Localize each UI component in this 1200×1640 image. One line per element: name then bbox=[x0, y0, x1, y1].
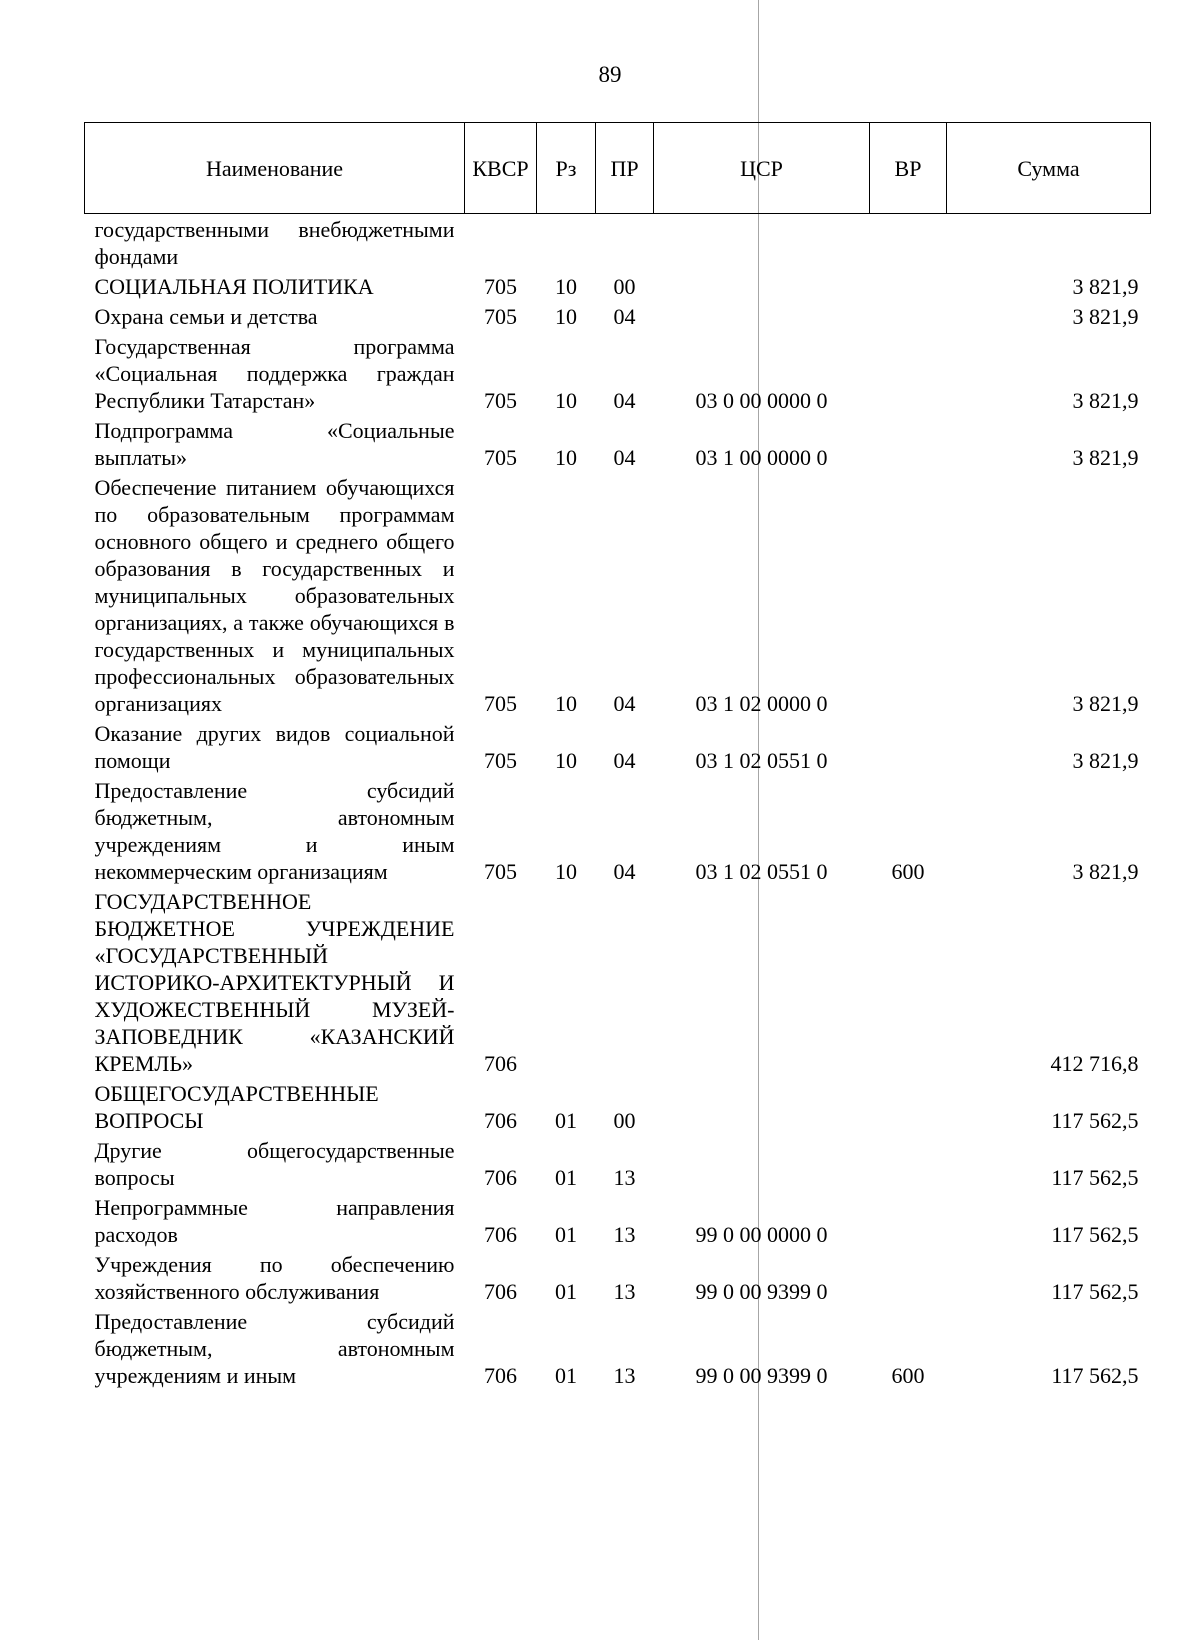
row-pr bbox=[596, 886, 654, 1078]
row-kvsr: 705 bbox=[484, 691, 517, 716]
row-name: Оказание других видов социальной помощи bbox=[94, 721, 455, 773]
row-csr bbox=[654, 214, 870, 272]
row-rz: 01 bbox=[555, 1222, 577, 1247]
row-sum: 3 821,9 bbox=[1072, 691, 1139, 716]
row-kvsr bbox=[465, 214, 537, 272]
row-csr: 03 1 02 0551 0 bbox=[695, 748, 828, 773]
header-pr: ПР bbox=[596, 123, 654, 214]
row-sum: 3 821,9 bbox=[1072, 304, 1139, 329]
row-rz: 01 bbox=[555, 1165, 577, 1190]
row-csr bbox=[654, 886, 870, 1078]
row-pr: 04 bbox=[613, 859, 636, 884]
row-pr: 13 bbox=[613, 1222, 636, 1247]
row-rz: 01 bbox=[555, 1108, 577, 1133]
table-row bbox=[85, 886, 1151, 1078]
row-vr bbox=[870, 1249, 947, 1306]
row-pr: 04 bbox=[613, 388, 636, 413]
row-kvsr: 705 bbox=[484, 445, 517, 470]
row-sum bbox=[947, 214, 1151, 272]
header-rz: Рз bbox=[537, 123, 596, 214]
row-sum: 117 562,5 bbox=[1051, 1222, 1139, 1247]
table-header bbox=[85, 123, 1151, 214]
row-rz: 01 bbox=[555, 1279, 577, 1304]
row-vr: 600 bbox=[891, 859, 925, 884]
row-csr: 99 0 00 9399 0 bbox=[695, 1279, 828, 1304]
row-pr: 13 bbox=[613, 1363, 636, 1388]
row-name: Подпрограмма «Социальные выплаты» bbox=[94, 418, 455, 470]
row-csr: 03 1 02 0551 0 bbox=[695, 859, 828, 884]
header-kvsr: КВСР bbox=[465, 123, 537, 214]
row-csr: 03 1 02 0000 0 bbox=[695, 691, 828, 716]
row-name: Непрограммные направления расходов bbox=[94, 1195, 455, 1247]
row-csr: 03 1 00 0000 0 bbox=[695, 445, 828, 470]
table-row bbox=[85, 472, 1151, 718]
table-row bbox=[85, 718, 1151, 775]
table-row bbox=[85, 1249, 1151, 1306]
header-sum: Сумма bbox=[947, 123, 1151, 214]
row-rz: 10 bbox=[555, 691, 577, 716]
row-rz: 10 bbox=[555, 748, 577, 773]
row-kvsr: 705 bbox=[484, 388, 517, 413]
row-vr bbox=[870, 1192, 947, 1249]
row-pr: 04 bbox=[613, 304, 636, 329]
row-name: ГОСУДАРСТВЕННОЕ БЮДЖЕТНОЕ УЧРЕЖДЕНИЕ «ГОСУДАРСТВЕННЫЙ ИСТОРИКО-АРХИТЕКТУРНЫЙ И ХУДОЖЕСТВЕННЫЙ МУЗЕЙ-ЗАПОВЕДНИК «КАЗАНСКИЙ КРЕМЛЬ» bbox=[94, 889, 455, 1076]
row-csr bbox=[654, 271, 870, 301]
row-name: ОБЩЕГОСУДАРСТВЕННЫЕ ВОПРОСЫ bbox=[94, 1081, 379, 1133]
row-vr: 600 bbox=[891, 1363, 925, 1388]
row-kvsr: 706 bbox=[484, 1165, 517, 1190]
table-row bbox=[85, 775, 1151, 886]
row-sum: 117 562,5 bbox=[1051, 1279, 1139, 1304]
table-row bbox=[85, 214, 1151, 272]
row-rz: 10 bbox=[555, 859, 577, 884]
row-csr: 99 0 00 0000 0 bbox=[695, 1222, 828, 1247]
row-vr bbox=[870, 301, 947, 331]
row-pr: 00 bbox=[613, 274, 636, 299]
header-csr: ЦСР bbox=[654, 123, 870, 214]
row-kvsr: 706 bbox=[484, 1363, 517, 1388]
table-row bbox=[85, 271, 1151, 301]
header-vr: ВР bbox=[870, 123, 947, 214]
row-sum: 3 821,9 bbox=[1072, 445, 1139, 470]
row-vr bbox=[870, 271, 947, 301]
row-sum: 3 821,9 bbox=[1072, 388, 1139, 413]
row-name: государственными внебюджетными фондами bbox=[94, 217, 455, 269]
row-kvsr: 705 bbox=[484, 748, 517, 773]
budget-table bbox=[84, 122, 1151, 1390]
row-sum: 3 821,9 bbox=[1072, 274, 1139, 299]
row-vr bbox=[870, 214, 947, 272]
row-kvsr: 705 bbox=[484, 304, 517, 329]
row-name: Учреждения по обеспечению хозяйственного обслуживания bbox=[94, 1252, 455, 1304]
row-csr: 99 0 00 9399 0 bbox=[695, 1363, 828, 1388]
row-name: Предоставление субсидий бюджетным, автономным учреждениям и иным bbox=[94, 1309, 455, 1388]
row-sum: 3 821,9 bbox=[1072, 748, 1139, 773]
row-sum: 412 716,8 bbox=[1050, 1051, 1139, 1076]
table-row bbox=[85, 301, 1151, 331]
row-name: СОЦИАЛЬНАЯ ПОЛИТИКА bbox=[94, 274, 374, 299]
row-vr bbox=[870, 718, 947, 775]
row-kvsr: 706 bbox=[484, 1108, 517, 1133]
row-pr bbox=[596, 214, 654, 272]
row-vr bbox=[870, 331, 947, 415]
table-row bbox=[85, 1135, 1151, 1192]
row-name: Другие общегосударственные вопросы bbox=[94, 1138, 455, 1190]
row-name: Государственная программа «Социальная поддержка граждан Республики Татарстан» bbox=[94, 334, 455, 413]
row-sum: 3 821,9 bbox=[1072, 859, 1139, 884]
row-pr: 04 bbox=[613, 691, 636, 716]
row-rz: 10 bbox=[555, 304, 577, 329]
table-row bbox=[85, 1192, 1151, 1249]
row-pr: 13 bbox=[613, 1165, 636, 1190]
row-rz: 10 bbox=[555, 388, 577, 413]
row-csr bbox=[654, 1135, 870, 1192]
row-kvsr: 706 bbox=[484, 1051, 517, 1076]
header-name: Наименование bbox=[85, 123, 465, 214]
row-vr bbox=[870, 886, 947, 1078]
row-pr: 04 bbox=[613, 445, 636, 470]
row-rz bbox=[537, 886, 596, 1078]
row-csr bbox=[654, 301, 870, 331]
table-row bbox=[85, 1306, 1151, 1390]
row-kvsr: 705 bbox=[484, 859, 517, 884]
table-body bbox=[85, 214, 1151, 1391]
row-kvsr: 706 bbox=[484, 1222, 517, 1247]
row-sum: 117 562,5 bbox=[1051, 1363, 1139, 1388]
row-rz: 10 bbox=[555, 445, 577, 470]
row-pr: 04 bbox=[613, 748, 636, 773]
row-sum: 117 562,5 bbox=[1051, 1165, 1139, 1190]
row-kvsr: 706 bbox=[484, 1279, 517, 1304]
page-number: 89 bbox=[598, 62, 622, 87]
row-rz bbox=[537, 214, 596, 272]
row-vr bbox=[870, 1078, 947, 1135]
row-name: Предоставление субсидий бюджетным, автономным учреждениям и иным некоммерческим организациям bbox=[94, 778, 455, 884]
row-pr: 00 bbox=[613, 1108, 636, 1133]
row-rz: 01 bbox=[555, 1363, 577, 1388]
row-vr bbox=[870, 472, 947, 718]
row-rz: 10 bbox=[555, 274, 577, 299]
table-row bbox=[85, 331, 1151, 415]
row-name: Охрана семьи и детства bbox=[94, 304, 318, 329]
row-csr: 03 0 00 0000 0 bbox=[695, 388, 828, 413]
table-row bbox=[85, 1078, 1151, 1135]
table-row bbox=[85, 415, 1151, 472]
row-sum: 117 562,5 bbox=[1051, 1108, 1139, 1133]
row-csr bbox=[654, 1078, 870, 1135]
row-vr bbox=[870, 415, 947, 472]
row-kvsr: 705 bbox=[484, 274, 517, 299]
row-pr: 13 bbox=[613, 1279, 636, 1304]
row-vr bbox=[870, 1135, 947, 1192]
row-name: Обеспечение питанием обучающихся по образовательным программам основного общего и среднего общего образования в государственных и муниципальных образовательных организациях, а также обучающихся в государственных и муниципальных профессиональных образовательных организациях bbox=[94, 475, 455, 716]
